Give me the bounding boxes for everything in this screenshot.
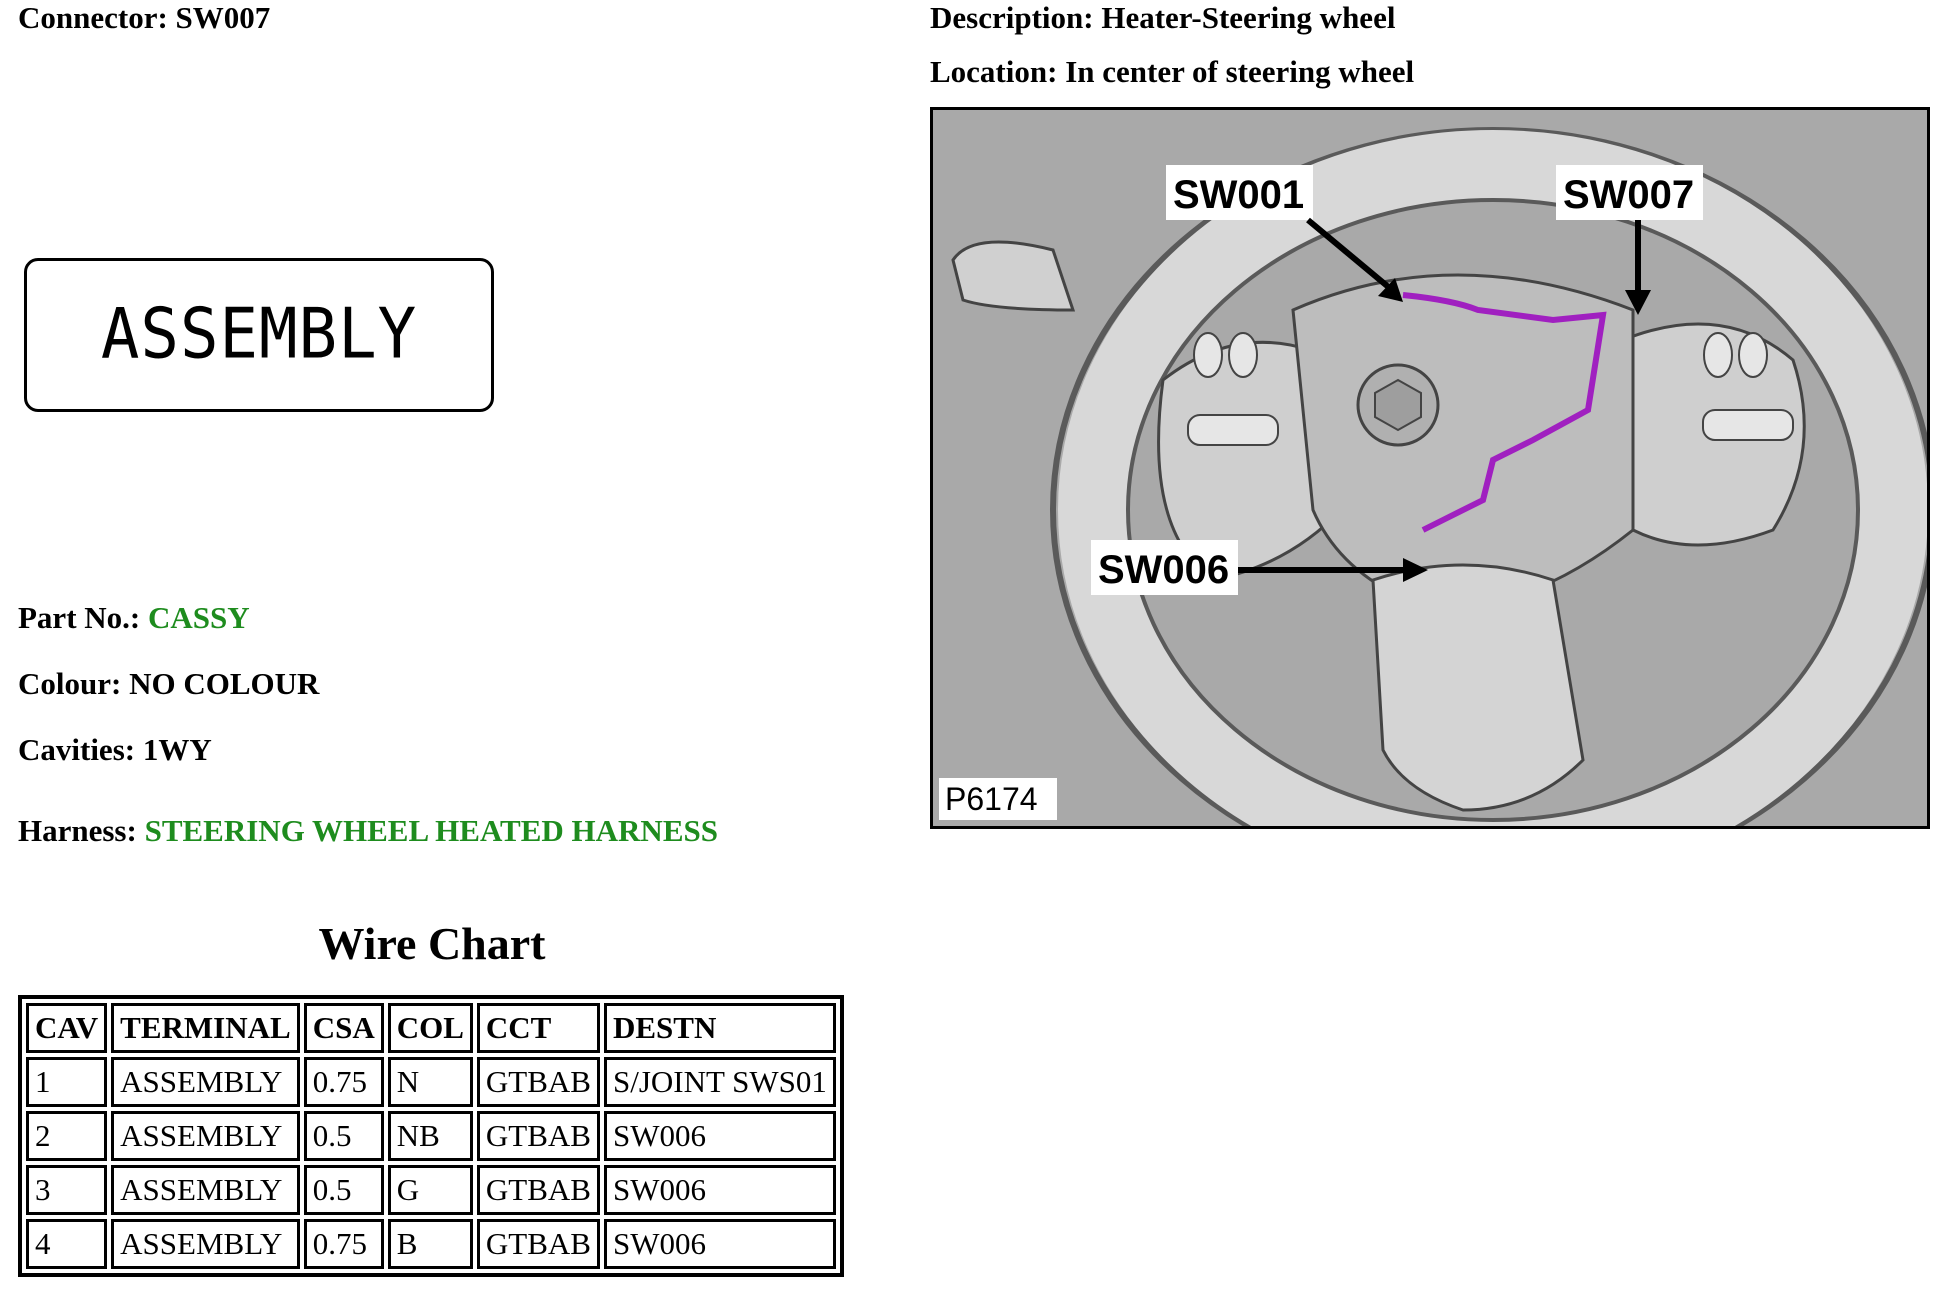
cell-terminal: ASSEMBLY — [111, 1057, 300, 1107]
cell-csa: 0.75 — [304, 1219, 384, 1269]
location-line — [930, 56, 1414, 87]
cell-col: B — [388, 1219, 473, 1269]
harness-label: Harness: — [18, 813, 137, 848]
harness-line — [18, 815, 718, 846]
location-label: Location: — [930, 54, 1058, 89]
steering-wheel-figure — [930, 107, 1930, 829]
callout-sw007: SW007 — [1563, 173, 1695, 217]
part-number-line — [18, 602, 250, 633]
cell-terminal: ASSEMBLY — [111, 1219, 300, 1269]
wire-chart-header-row — [26, 1003, 836, 1053]
cell-csa: 0.5 — [304, 1111, 384, 1161]
colour-value: NO COLOUR — [129, 666, 320, 701]
steering-wheel-illustration — [933, 110, 1927, 826]
col-header-cct: CCT — [477, 1003, 600, 1053]
cell-destn: SW006 — [604, 1111, 836, 1161]
right-switch-button — [1704, 333, 1732, 377]
colour-label: Colour: — [18, 666, 122, 701]
table-row — [26, 1219, 836, 1269]
cell-col: NB — [388, 1111, 473, 1161]
cavities-value: 1WY — [142, 732, 212, 767]
wiper-stalk — [953, 242, 1073, 310]
cell-cct: GTBAB — [477, 1219, 600, 1269]
connector-value: SW007 — [175, 0, 271, 35]
harness-link[interactable]: STEERING WHEEL HEATED HARNESS — [144, 813, 718, 848]
cell-terminal: ASSEMBLY — [111, 1111, 300, 1161]
left-switch-bar — [1188, 415, 1278, 445]
col-header-cav: CAV — [26, 1003, 107, 1053]
cell-cct: GTBAB — [477, 1165, 600, 1215]
cell-cct: GTBAB — [477, 1057, 600, 1107]
col-header-terminal: TERMINAL — [111, 1003, 300, 1053]
wheel-hub — [1293, 275, 1633, 610]
part-number-link[interactable]: CASSY — [147, 600, 250, 635]
cell-cav: 4 — [26, 1219, 107, 1269]
table-row — [26, 1057, 836, 1107]
cell-destn: S/JOINT SWS01 — [604, 1057, 836, 1107]
cell-csa: 0.75 — [304, 1057, 384, 1107]
assembly-box-text: ASSEMBLY — [100, 295, 418, 375]
table-row — [26, 1165, 836, 1215]
table-row — [26, 1111, 836, 1161]
connector-line — [18, 2, 270, 33]
callout-sw001: SW001 — [1173, 173, 1305, 217]
cell-destn: SW006 — [604, 1165, 836, 1215]
callout-sw001-arrow — [1308, 220, 1398, 295]
col-header-csa: CSA — [304, 1003, 384, 1053]
left-switch-button — [1229, 333, 1257, 377]
wire-chart-table — [18, 995, 844, 1277]
cell-terminal: ASSEMBLY — [111, 1165, 300, 1215]
cell-csa: 0.5 — [304, 1165, 384, 1215]
wire-chart-title: Wire Chart — [318, 918, 546, 969]
cavities-line — [18, 734, 212, 765]
cell-col: G — [388, 1165, 473, 1215]
cell-cav: 1 — [26, 1057, 107, 1107]
right-switch-button — [1739, 333, 1767, 377]
col-header-col: COL — [388, 1003, 473, 1053]
colour-line — [18, 668, 319, 699]
right-switch-bar — [1703, 410, 1793, 440]
description-label: Description: — [930, 0, 1094, 35]
cavities-label: Cavities: — [18, 732, 136, 767]
description-line — [930, 2, 1395, 33]
cell-col: N — [388, 1057, 473, 1107]
location-value: In center of steering wheel — [1065, 54, 1415, 89]
connector-face-assembly-box — [24, 258, 494, 412]
callout-sw006: SW006 — [1098, 548, 1230, 592]
col-header-destn: DESTN — [604, 1003, 836, 1053]
bottom-spoke — [1373, 565, 1583, 810]
cell-cav: 2 — [26, 1111, 107, 1161]
part-number-label: Part No.: — [18, 600, 141, 635]
cell-destn: SW006 — [604, 1219, 836, 1269]
cell-cav: 3 — [26, 1165, 107, 1215]
connector-label: Connector: — [18, 0, 168, 35]
left-switch-button — [1194, 333, 1222, 377]
figure-id: P6174 — [945, 781, 1038, 817]
description-value: Heater-Steering wheel — [1101, 0, 1396, 35]
cell-cct: GTBAB — [477, 1111, 600, 1161]
